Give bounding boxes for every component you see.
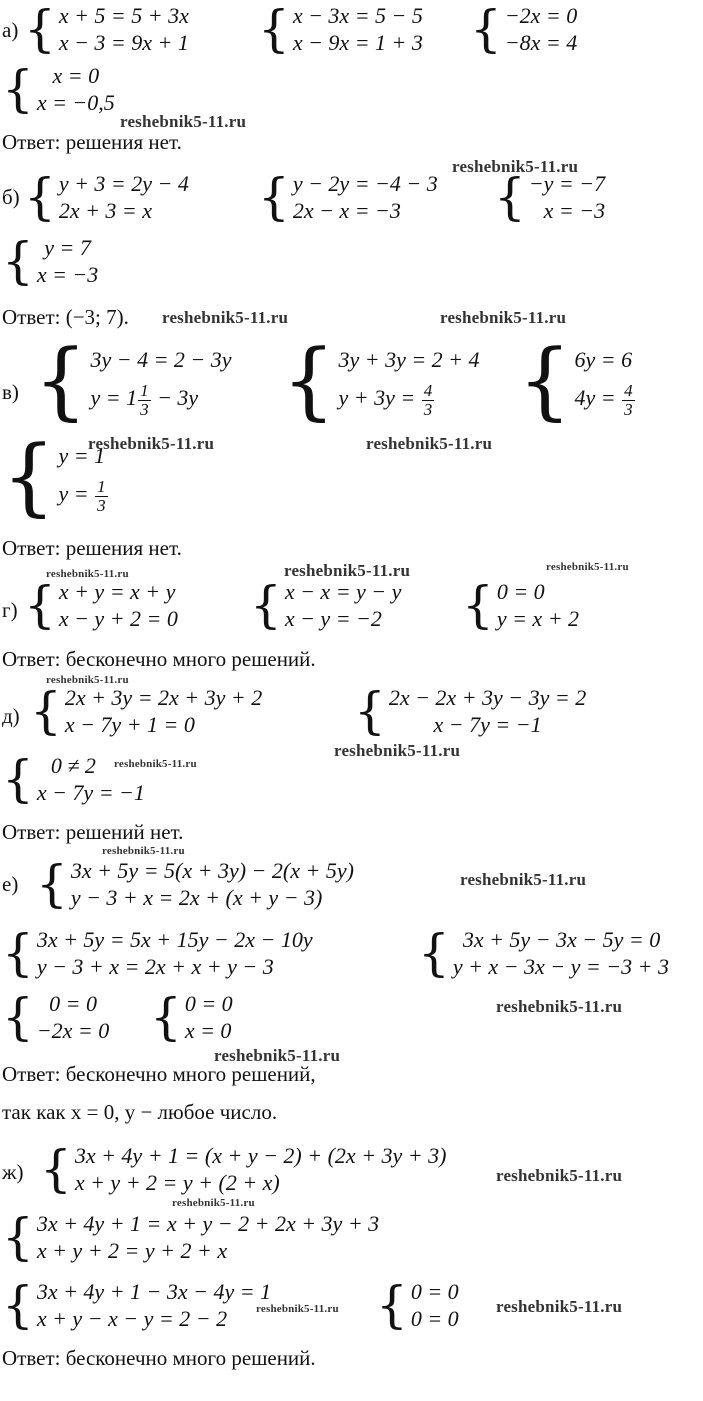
brace-icon: { xyxy=(24,0,56,58)
system-b-4 xyxy=(2,234,98,288)
system-b-3 xyxy=(494,170,605,224)
equation: 3x + 4y + 1 − 3x − 4y = 1 xyxy=(36,1279,272,1304)
brace-icon: { xyxy=(2,924,34,982)
equation: x − 7y + 1 = 0 xyxy=(64,712,195,737)
brace-icon: { xyxy=(36,855,68,913)
answer-d: Ответ: решений нет. xyxy=(2,820,184,844)
brace-icon: { xyxy=(494,168,526,226)
equation: 2x + 3 = x xyxy=(58,198,153,223)
fraction: $\frac{1}{3}$ xyxy=(140,380,149,419)
brace-icon: { xyxy=(2,1208,34,1266)
brace-icon: { xyxy=(2,988,34,1046)
fraction: $\frac{4}{3}$ xyxy=(624,380,633,419)
brace-icon: { xyxy=(376,1276,408,1334)
equation: 3x + 4y + 1 = x + y − 2 + 2x + 3y + 3 xyxy=(36,1211,380,1236)
system-d-1 xyxy=(30,684,262,738)
brace-icon: { xyxy=(24,576,56,634)
answer-e-line2: так как x = 0, y − любое число. xyxy=(2,1100,278,1124)
watermark: reshebnik5-11.ru xyxy=(334,741,461,760)
equation: 6y = 6 xyxy=(574,347,633,373)
brace-icon: { xyxy=(418,924,450,982)
equation: x − 7y = −1 xyxy=(433,712,542,737)
equation: 2x − x = −3 xyxy=(292,198,401,223)
equation: 0 = 0 xyxy=(410,1279,459,1304)
system-a-2 xyxy=(258,2,423,56)
equation: x + 5 = 5 + 3x xyxy=(58,3,189,28)
equation: −8x = 4 xyxy=(504,30,578,55)
brace-icon: { xyxy=(470,0,502,58)
system-g-3 xyxy=(462,578,579,632)
equation: x = −0,5 xyxy=(36,90,115,115)
equation: x − 3x = 5 − 5 xyxy=(292,3,423,28)
system-zh-4 xyxy=(376,1278,459,1332)
equation: 0 ≠ 2 xyxy=(50,753,96,778)
watermark: reshebnik5-11.ru xyxy=(452,157,579,176)
watermark: reshebnik5-11.ru xyxy=(284,561,411,580)
watermark: reshebnik5-11.ru xyxy=(102,845,185,857)
brace-icon: { xyxy=(2,60,34,118)
system-b-2 xyxy=(258,170,438,224)
watermark: reshebnik5-11.ru xyxy=(496,1297,623,1316)
system-e-5 xyxy=(150,990,233,1044)
watermark: reshebnik5-11.ru xyxy=(214,1046,341,1065)
brace-icon: { xyxy=(2,232,34,290)
watermark: reshebnik5-11.ru xyxy=(162,308,289,327)
system-g-1 xyxy=(24,578,178,632)
watermark: reshebnik5-11.ru xyxy=(114,758,197,770)
equation: −y = −7 xyxy=(528,171,606,196)
brace-icon: { xyxy=(2,427,56,525)
label-zh: ж) xyxy=(2,1160,24,1184)
answer-b: Ответ: (−3; 7). xyxy=(2,305,129,329)
brace-icon: { xyxy=(34,331,88,429)
equation: y = 1 xyxy=(58,443,106,469)
watermark: reshebnik5-11.ru xyxy=(88,434,215,453)
answer-e-line1: Ответ: бесконечно много решений, xyxy=(2,1062,316,1086)
equation: 3x + 5y = 5x + 15y − 2x − 10y xyxy=(36,927,313,952)
brace-icon: { xyxy=(2,1276,34,1334)
brace-icon: { xyxy=(258,168,290,226)
equation: x + y − x − y = 2 − 2 xyxy=(36,1306,228,1331)
watermark: reshebnik5-11.ru xyxy=(460,870,587,889)
equation: x − 3 = 9x + 1 xyxy=(58,30,189,55)
fraction: $\frac{4}{3}$ xyxy=(423,380,433,419)
brace-icon: { xyxy=(354,682,386,740)
equation: x − 9x = 1 + 3 xyxy=(292,30,423,55)
equation: y + 3 = 2y − 4 xyxy=(58,171,189,196)
equation: x + y + 2 = y + (2 + x) xyxy=(74,1170,280,1195)
brace-icon: { xyxy=(258,0,290,58)
equation: x − y = −2 xyxy=(284,606,382,631)
brace-icon: { xyxy=(462,576,494,634)
equation: 3x + 5y − 3x − 5y = 0 xyxy=(462,927,661,952)
equation: x + y = x + y xyxy=(58,579,176,604)
equation: x = −3 xyxy=(36,262,99,287)
equation: 0 = 0 xyxy=(184,991,233,1016)
brace-icon: { xyxy=(250,576,282,634)
label-v: в) xyxy=(2,380,19,404)
label-b: б) xyxy=(2,185,20,209)
fraction: $\frac{1}{3}$ xyxy=(97,476,106,515)
system-d-2 xyxy=(354,684,586,738)
brace-icon: { xyxy=(40,1140,72,1198)
brace-icon: { xyxy=(2,750,34,808)
equation: 3y + 3y = 2 + 4 xyxy=(338,347,480,373)
equation: y = $\frac{1}{3}$ xyxy=(58,476,106,515)
watermark: reshebnik5-11.ru xyxy=(546,561,629,573)
label-e: е) xyxy=(2,872,19,896)
equation: 3y − 4 = 2 − 3y xyxy=(90,347,232,373)
system-a-3 xyxy=(470,2,577,56)
answer-a: Ответ: решения нет. xyxy=(2,130,182,154)
watermark: reshebnik5-11.ru xyxy=(46,568,129,580)
brace-icon: { xyxy=(30,682,62,740)
system-zh-3 xyxy=(2,1278,271,1332)
watermark: reshebnik5-11.ru xyxy=(46,674,129,686)
equation: 0 = 0 xyxy=(410,1306,459,1331)
equation: 2x − 2x + 3y − 3y = 2 xyxy=(388,685,587,710)
system-g-2 xyxy=(250,578,401,632)
system-e-4 xyxy=(2,990,109,1044)
equation: y − 3 + x = 2x + x + y − 3 xyxy=(36,954,274,979)
equation: y − 3 + x = 2x + (x + y − 3) xyxy=(70,885,323,910)
equation: x = 0 xyxy=(52,63,100,88)
equation: −2x = 0 xyxy=(504,3,578,28)
brace-icon: { xyxy=(24,168,56,226)
system-a-4 xyxy=(2,62,115,116)
equation: y − 2y = −4 − 3 xyxy=(292,171,438,196)
brace-icon: { xyxy=(518,331,572,429)
brace-icon: { xyxy=(150,988,182,1046)
system-v-1 xyxy=(34,331,232,429)
system-v-3 xyxy=(518,331,636,429)
equation: y + x − 3x − y = −3 + 3 xyxy=(452,954,669,979)
equation: x − 7y = −1 xyxy=(36,780,145,805)
equation: 4y = $\frac{4}{3}$ xyxy=(574,380,633,419)
label-g: г) xyxy=(2,598,18,622)
system-e-3 xyxy=(418,926,669,980)
watermark: reshebnik5-11.ru xyxy=(120,112,247,131)
system-b-1 xyxy=(24,170,189,224)
equation: y = 7 xyxy=(44,235,91,260)
equation: 2x + 3y = 2x + 3y + 2 xyxy=(64,685,263,710)
watermark: reshebnik5-11.ru xyxy=(256,1303,339,1315)
label-d: д) xyxy=(2,704,20,728)
answer-g: Ответ: бесконечно много решений. xyxy=(2,647,316,671)
watermark: reshebnik5-11.ru xyxy=(172,1197,255,1209)
watermark: reshebnik5-11.ru xyxy=(366,434,493,453)
system-zh-2 xyxy=(2,1210,379,1264)
equation: x + y + 2 = y + 2 + x xyxy=(36,1238,228,1263)
answer-zh: Ответ: бесконечно много решений. xyxy=(2,1346,316,1370)
equation: y = 1 $\frac{1}{3}$ − 3y xyxy=(90,380,199,419)
watermark: reshebnik5-11.ru xyxy=(496,997,623,1016)
brace-icon: { xyxy=(282,331,336,429)
equation: x − x = y − y xyxy=(284,579,402,604)
system-zh-1 xyxy=(40,1142,446,1196)
answer-v: Ответ: решения нет. xyxy=(2,536,182,560)
equation: 3x + 4y + 1 = (x + y − 2) + (2x + 3y + 3) xyxy=(74,1143,447,1168)
system-e-2 xyxy=(2,926,313,980)
system-v-2 xyxy=(282,331,480,429)
equation: y + 3y = $\frac{4}{3}$ xyxy=(338,380,433,419)
system-a-1 xyxy=(24,2,189,56)
system-e-1 xyxy=(36,857,354,911)
equation: x = 0 xyxy=(184,1018,232,1043)
equation: x − y + 2 = 0 xyxy=(58,606,178,631)
equation: x = −3 xyxy=(543,198,606,223)
equation: 0 = 0 xyxy=(49,991,97,1016)
watermark: reshebnik5-11.ru xyxy=(496,1166,623,1185)
equation: 3x + 5y = 5(x + 3y) − 2(x + 5y) xyxy=(70,858,354,883)
watermark: reshebnik5-11.ru xyxy=(440,308,567,327)
equation: y = x + 2 xyxy=(496,606,580,631)
equation: −2x = 0 xyxy=(36,1018,110,1043)
equation: 0 = 0 xyxy=(496,579,545,604)
label-a: а) xyxy=(2,18,19,42)
